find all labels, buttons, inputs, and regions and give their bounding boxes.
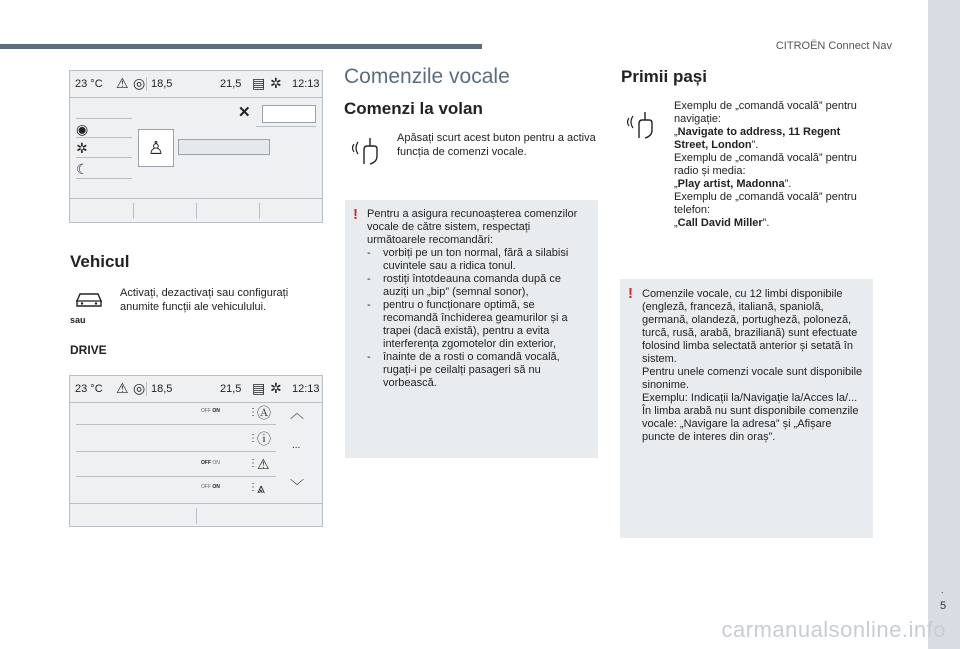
row-divider (76, 476, 276, 477)
chevron-down-icon[interactable]: ﹀ (290, 478, 304, 494)
vehicle-app-button[interactable] (138, 129, 174, 167)
bottom-bar-divider (259, 203, 260, 219)
status-separator (70, 402, 322, 403)
synonyms-text: Pentru unele comenzi vocale sunt disponibile sinonime. (642, 366, 863, 391)
more-options-icon[interactable]: ⋮ (248, 433, 258, 444)
row-divider (76, 424, 276, 425)
time-label: 12:13 (292, 78, 320, 90)
languages-text: Comenzile vocale, cu 12 limbi disponibile (engleză, franceză, italiană, spaniolă, germană, olandeză, portugheză, poloneză, turcă, rusă, arabă, braziliană) sunt efectuate folosind limba selectată anterior și setată în sistem. (642, 288, 858, 365)
navigation-target-icon: ◎ (133, 75, 146, 91)
phone-icon: ▤ (252, 75, 266, 91)
languages-note (620, 279, 873, 538)
warning-icon: ⚠ (116, 75, 129, 91)
status-bar (70, 376, 322, 402)
menu-divider (76, 157, 132, 158)
voice-hand-icon (350, 134, 386, 171)
subtitle-steering-wheel: Comenzi la volan (344, 99, 483, 118)
chevron-up-icon[interactable]: ︿ (290, 405, 304, 421)
bottom-bar-divider (133, 203, 134, 219)
time-label: 12:13 (292, 383, 320, 395)
bottom-bar-divider (196, 508, 197, 524)
screen-driving-functions (69, 375, 323, 527)
first-steps-title: Primii pași (621, 67, 707, 86)
example-media-command: „Play artist, Madonna”. (674, 178, 792, 190)
row-divider (76, 451, 276, 452)
lane-assist-icon[interactable]: ⩓ (257, 480, 265, 496)
status-divider (146, 382, 147, 396)
driving-assist-icon[interactable]: ◉ (76, 121, 89, 137)
menu-divider (256, 126, 316, 127)
vehicul-title: Vehicul (70, 252, 130, 271)
example-media-label: Exemplu de „comandă vocală” pentru radio și media: (674, 152, 857, 177)
warning-icon: ⚠ (116, 380, 129, 396)
left-climate-value: 18,5 (151, 383, 173, 395)
recommendation-item: - înainte de a rosti o comandă vocală, rugați-i pe ceilalți pasageri să nu vorbească. (367, 351, 560, 389)
status-bar (70, 71, 322, 97)
steering-wheel-text: Apăsați scurt acest buton pentru a activa funcția de comenzi vocale. (397, 132, 596, 158)
header-bar (0, 44, 482, 49)
menu-divider (76, 118, 132, 119)
header-title: CITROËN Connect Nav (775, 40, 892, 52)
warning-exclamation-icon: ! (628, 285, 633, 302)
bottom-bar-separator (70, 198, 322, 199)
status-separator (70, 97, 322, 98)
screen-vehicle-menu (69, 70, 323, 223)
page-mark: . (941, 585, 944, 595)
menu-divider (76, 178, 132, 179)
ambience-settings-icon[interactable]: ✲ (76, 140, 88, 156)
example-nav-label: Exemplu de „comandă vocală” pentru navigație: (674, 100, 857, 125)
temperature-label: 23 °C (75, 383, 103, 395)
toggle-off-on-3[interactable]: OFF ON (201, 484, 220, 490)
alert-function-icon[interactable]: ⚠ (257, 456, 270, 472)
car-icon (74, 289, 104, 314)
close-icon[interactable]: ✕ (238, 104, 251, 121)
seatbelt-icon: ♙ (147, 138, 165, 158)
synonyms-example: Exemplu: Indicații la/Navigație la/Acces la/... (642, 392, 858, 404)
note-intro: Pentru a asigura recunoașterea comenzilor vocale de către sistem, respectați următoarele recomandări: (367, 208, 578, 246)
info-icon[interactable]: ⓘ (257, 431, 271, 447)
toggle-off-on-1[interactable]: OFF ON (201, 408, 220, 414)
menu-field-top[interactable] (262, 105, 316, 123)
drive-label: DRIVE (70, 343, 107, 357)
status-divider (146, 77, 147, 91)
right-climate-value: 21,5 (220, 78, 242, 90)
recommendation-item: - rostiți întotdeauna comanda după ce auziți un „bip” (semnal sonor), (367, 273, 561, 298)
more-label: ... (292, 440, 301, 451)
example-phone-label: Exemplu de „comandă vocală” pentru telefon: (674, 191, 857, 216)
recommendation-item: - vorbiți pe un ton normal, fără a silabisi cuvintele sau a ridica tonul. (367, 247, 569, 272)
page-edge-strip (928, 0, 960, 649)
recommendations-note (345, 200, 598, 458)
more-options-icon[interactable]: ⋮ (248, 458, 258, 469)
or-label: sau (70, 315, 86, 325)
navigation-target-icon: ◎ (133, 380, 146, 396)
settings-icon: ✲ (270, 380, 282, 396)
section-title-voice-commands: Comenzile vocale (344, 65, 510, 88)
warning-exclamation-icon: ! (353, 206, 358, 223)
example-phone-command: „Call David Miller”. (674, 217, 770, 229)
more-options-icon[interactable]: ⋮ (248, 482, 258, 493)
vehicul-description: Activați, dezactivați sau configurați anumite funcții ale vehiculului. (120, 287, 289, 313)
menu-field-middle[interactable] (178, 139, 270, 155)
auto-function-icon[interactable]: Ⓐ (257, 405, 271, 421)
recommendation-item: - pentru o funcționare optimă, se recomandă închiderea geamurilor și a trapei (dacă există), pentru a evita interferența zgomotelor din exterior, (367, 299, 568, 350)
watermark: carmanualsonline.info (721, 617, 946, 642)
phone-icon: ▤ (252, 380, 266, 396)
voice-hand-icon (625, 108, 661, 145)
settings-icon: ✲ (270, 75, 282, 91)
right-climate-value: 21,5 (220, 383, 242, 395)
menu-divider (76, 137, 132, 138)
night-mode-icon[interactable]: ☾ (76, 161, 89, 177)
toggle-off-on-2[interactable]: OFF ON (201, 460, 220, 466)
example-nav-command: „Navigate to address, 11 Regent Street, London”. (674, 126, 841, 151)
bottom-bar-divider (196, 203, 197, 219)
more-options-icon[interactable]: ⋮ (248, 407, 258, 418)
page-number: 5 (940, 600, 947, 612)
temperature-label: 23 °C (75, 78, 103, 90)
voice-command-examples (674, 100, 870, 230)
left-climate-value: 18,5 (151, 78, 173, 90)
arabic-limitation-text: În limba arabă nu sunt disponibile comenzile vocale: „Navigare la adresa” și „Afișare puncte de interes din oraș”. (642, 405, 859, 443)
bottom-bar-separator (70, 503, 322, 504)
